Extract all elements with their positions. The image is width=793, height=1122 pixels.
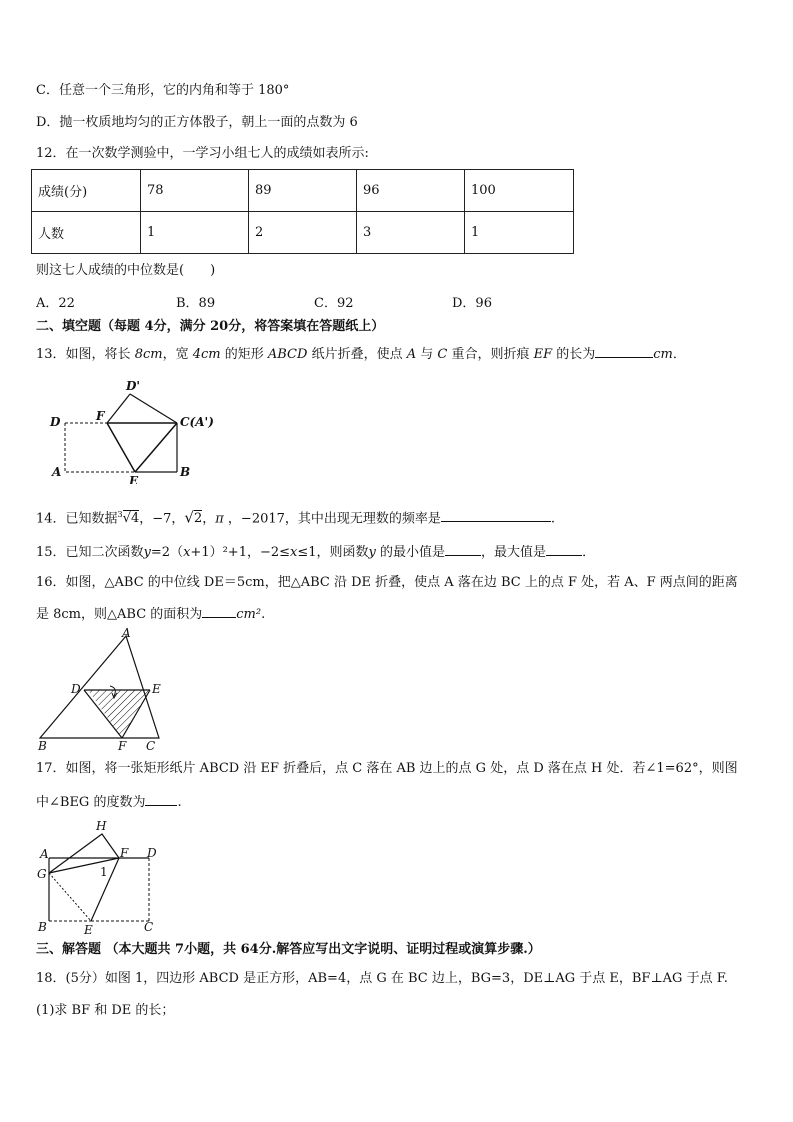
label-f: F: [120, 846, 129, 860]
q13-text: 重合，则折痕: [447, 347, 534, 362]
q12-option-c: C．92: [314, 296, 354, 311]
q12-option-a: A．22: [36, 296, 75, 311]
label-c: C: [144, 920, 154, 934]
table-row: [32, 170, 574, 212]
section3-title: 三、解答题 （本大题共 7小题，共 64分.解答应写出文字说明、证明过程或演算步骤.）: [36, 942, 541, 957]
label-b: B: [38, 739, 47, 753]
q16-line2: [36, 604, 265, 624]
label-b: B: [38, 920, 47, 934]
q15-text: 15．已知二次函数: [36, 545, 144, 560]
q18-part1: (1)求 BF 和 DE 的长；: [36, 1003, 175, 1018]
edge-fd1: [107, 394, 130, 423]
label-h: H: [96, 819, 107, 833]
sqrt-sign: √: [184, 508, 194, 527]
table-cell: 96: [357, 170, 465, 212]
hatched-region: [88, 690, 149, 738]
folded-part-gh-hf: [49, 834, 119, 873]
label-g: G: [37, 867, 47, 881]
table-cell: 人数: [32, 212, 141, 254]
q15-text: ≤1，则函数: [297, 545, 369, 560]
fold-rectangle-figure: [40, 378, 230, 484]
label-d: D: [71, 682, 81, 696]
label-a: A: [40, 847, 49, 861]
q13-width: 4cm: [192, 347, 221, 362]
answer-blank: [145, 792, 177, 806]
score-table: [31, 169, 574, 254]
q13-unit: cm: [653, 347, 673, 362]
q18-stem: 18．(5分）如图 1，四边形 ABCD 是正方形，AB=4，点 G 在 BC 边上，BG=3，DE⊥AG 于点 E，BF⊥AG 于点 F.: [36, 971, 728, 986]
q17-line1: 17．如图，将一张矩形纸片 ABCD 沿 EF 折叠后，点 C 落在 AB 边上的点 G 处，点 D 落在点 H 处．若∠1=62°，则图: [36, 761, 738, 776]
q14-text: ，−7，: [139, 511, 185, 527]
q13-text: 纸片折叠，使点: [307, 347, 407, 362]
table-cell: 2: [249, 212, 357, 254]
edge-d1c: [130, 394, 177, 423]
q13-stem: [36, 344, 686, 364]
q13-point-c: C: [437, 347, 448, 362]
label-e: E: [152, 682, 161, 696]
table-cell: 78: [141, 170, 249, 212]
table-cell: 成绩(分): [32, 170, 141, 212]
table-cell: 1: [465, 212, 574, 254]
q13-text: ，宽: [162, 347, 193, 362]
q12-options: [36, 292, 636, 310]
q14-text: ，: [202, 511, 216, 527]
label-d: D: [147, 846, 157, 860]
q17-text: .: [177, 795, 182, 810]
answer-blank: [202, 604, 236, 618]
label-angle-1: 1: [100, 865, 108, 879]
q12-question: 则这七人成绩的中位数是( ): [36, 263, 216, 278]
section2-title: 二、填空题（每题 4分，满分 20分，将答案填在答题纸上）: [36, 319, 385, 334]
q16-unit: cm²: [236, 607, 262, 622]
q13-ef: EF: [533, 347, 553, 362]
q12-stem: 12．在一次数学测验中，一学习小组七人的成绩如表所示:: [36, 146, 369, 161]
label-c: C(A'): [180, 415, 214, 429]
q12-option-d: D．96: [452, 296, 492, 311]
q15-y: y: [368, 545, 376, 560]
label-f: F: [118, 739, 127, 753]
q13-text: 13．如图，将长: [36, 347, 135, 362]
q15-x: x: [183, 545, 191, 560]
q15-text: 的最小值是: [375, 545, 446, 560]
label-d: D: [50, 415, 61, 429]
q13-text: ．: [672, 347, 686, 362]
q17-line2: [36, 792, 182, 812]
q13-text: 与: [416, 347, 438, 362]
edge-fe: [107, 423, 135, 472]
triangle-fold-figure: [36, 626, 166, 754]
q15-text: =2（: [150, 545, 184, 560]
dashed-segment-ge: [49, 873, 91, 921]
table-cell: 100: [465, 170, 574, 212]
table-cell: 89: [249, 170, 357, 212]
dashed-edge: [65, 423, 135, 472]
q14-text: .: [550, 511, 556, 527]
label-e: E: [129, 474, 139, 484]
q14-pi: π: [215, 511, 224, 527]
answer-blank: [445, 542, 481, 556]
label-f: F: [96, 409, 105, 423]
answer-blank: [595, 344, 653, 358]
q15-x: x: [290, 545, 298, 560]
label-a: A: [52, 465, 62, 479]
q11-option-c: C．任意一个三角形，它的内角和等于 180°: [36, 83, 290, 98]
q15-text: ．: [582, 545, 596, 560]
q13-rect: ABCD: [267, 347, 308, 362]
label-e: E: [84, 923, 93, 936]
triangle-abc: [40, 636, 159, 738]
q16-text: .: [261, 607, 266, 622]
q17-text: 中∠BEG 的度数为: [36, 795, 146, 810]
q16-line1: 16．如图，△ABC 的中位线 DE＝5cm，把△ABC 沿 DE 折叠，使点 A 落在边 BC 上的点 F 处，若 A、F 两点间的距离: [36, 575, 738, 590]
table-cell: 3: [357, 212, 465, 254]
q13-text: 的长为: [552, 347, 596, 362]
rectangle-fold-figure: [34, 816, 164, 936]
table-row: [32, 212, 574, 254]
q14-text: 14．已知数据: [36, 511, 118, 527]
q16-text: 是 8cm，则△ABC 的面积为: [36, 607, 203, 622]
edge-ce: [135, 423, 177, 472]
sqrt-radicand: 2: [193, 511, 203, 527]
table-cell: 1: [141, 212, 249, 254]
q12-option-b: B．89: [176, 296, 216, 311]
q14-text: ，−2017，其中出现无理数的频率是: [223, 511, 441, 527]
q15-stem: [36, 542, 595, 562]
q13-text: 的矩形: [220, 347, 268, 362]
q15-text: +1）²+1，−2≤: [190, 545, 291, 560]
q13-point-a: A: [406, 347, 417, 362]
q15-y: y: [143, 545, 151, 560]
q14-stem: [36, 506, 555, 528]
label-d-prime: D': [126, 379, 141, 393]
q15-text: ，最大值是: [481, 545, 547, 560]
answer-blank: [546, 542, 582, 556]
cbrt-index: 3: [117, 510, 123, 519]
cbrt-radicand: √4: [122, 511, 140, 527]
cbrt-value: 4: [130, 511, 140, 527]
answer-blank: [441, 508, 551, 522]
q13-length: 8cm: [134, 347, 163, 362]
label-a: A: [122, 626, 131, 640]
label-b: B: [180, 465, 191, 479]
q11-option-d: D．抛一枚质地均匀的正方体骰子，朝上一面的点数为 6: [36, 115, 358, 130]
label-c: C: [146, 739, 156, 753]
